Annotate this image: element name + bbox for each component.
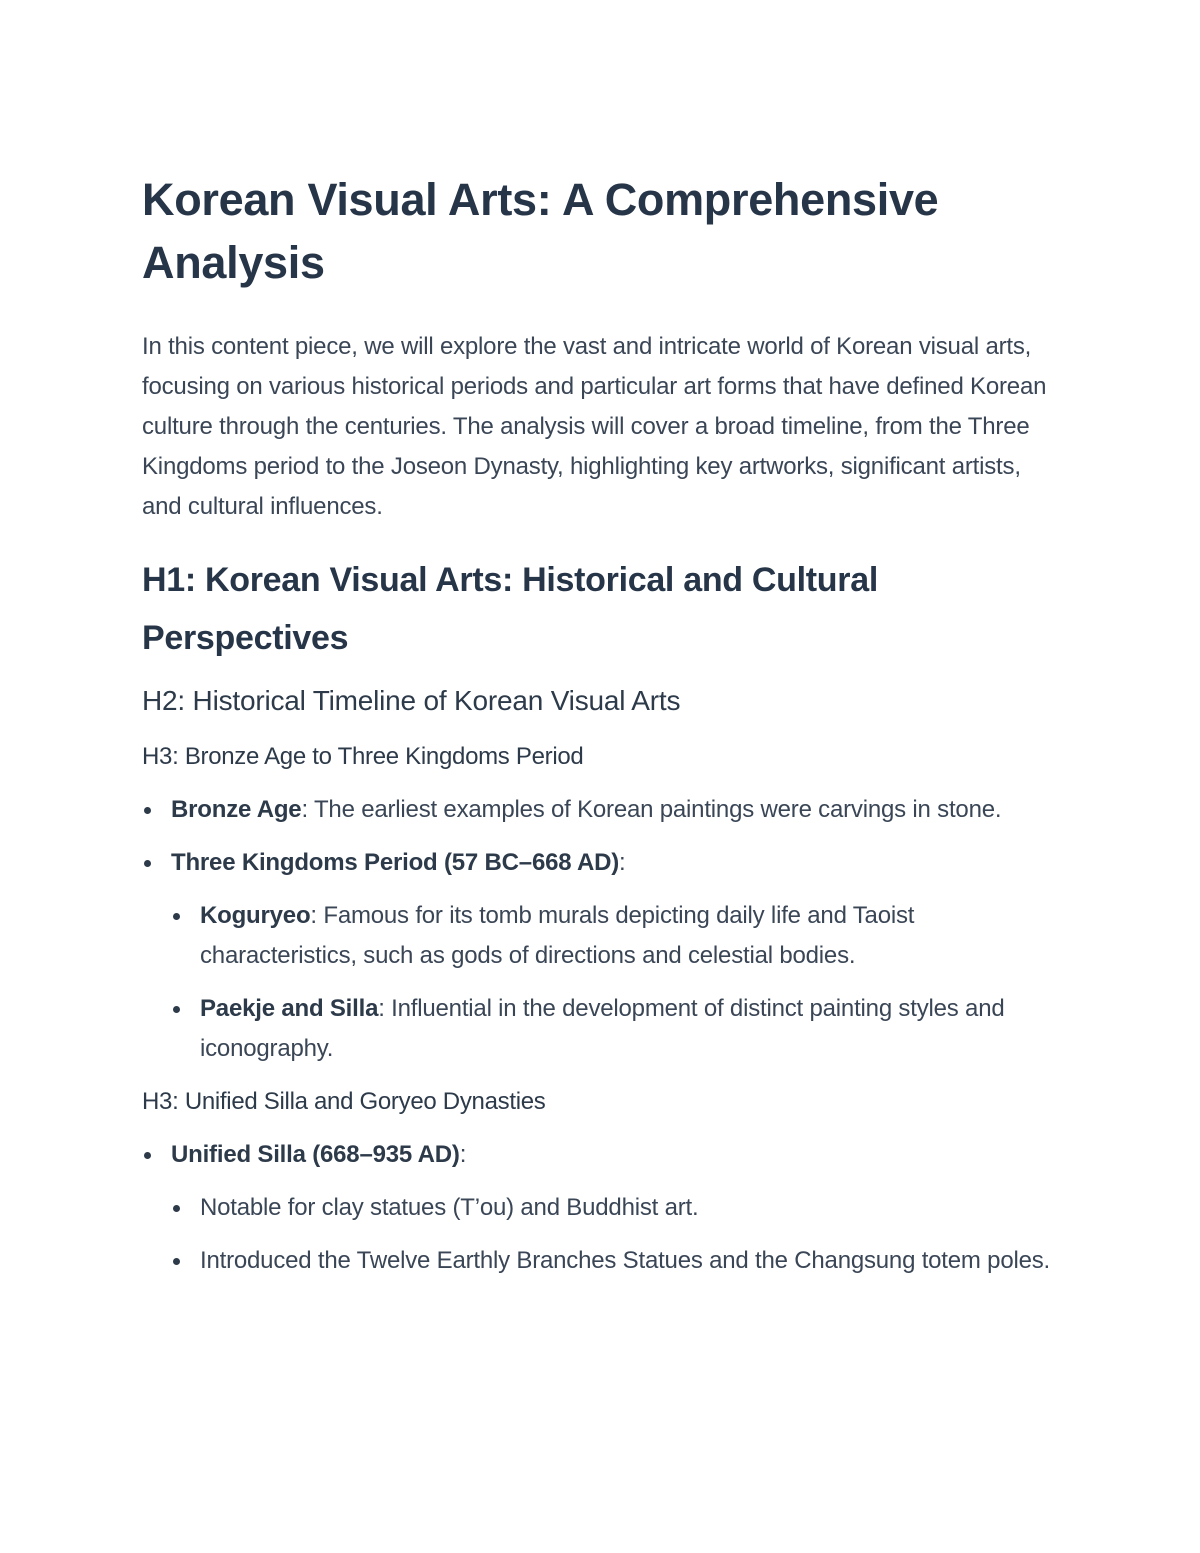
list-item-three-kingdoms xyxy=(142,843,1062,1069)
heading-h3-unified-silla: H3: Unified Silla and Goryeo Dynasties xyxy=(142,1088,546,1115)
intro-paragraph: In this content piece, we will explore the vast and intricate world of Korean visual arts, focusing on various historical periods and particular art forms that have defined Korean culture through the centuries. The analysis will cover a broad timeline, from the Three Kingdoms period to the Joseon Dynasty, highlighting key artworks, significant artists, and cultural influences. xyxy=(142,333,1047,520)
list-item-text: : Influential in the development of distinct painting styles and iconography. xyxy=(200,995,1005,1062)
list-item-koguryeo xyxy=(171,896,1062,976)
list-item-text: : The earliest examples of Korean paintings were carvings in stone. xyxy=(301,796,1002,823)
bronze-age-list xyxy=(142,790,1062,1069)
list-item-text: : xyxy=(459,1141,467,1168)
unified-silla-sublist xyxy=(171,1188,1062,1281)
bullet-icon xyxy=(173,913,180,920)
document-title: Korean Visual Arts: A Comprehensive Analysis xyxy=(142,174,939,288)
list-item-twelve-branches xyxy=(171,1241,1062,1281)
bullet-icon xyxy=(173,1258,180,1265)
bullet-icon xyxy=(144,860,151,867)
list-item-term: Unified Silla (668–935 AD) xyxy=(171,1141,460,1168)
bullet-icon xyxy=(144,807,151,814)
list-item-text: : Famous for its tomb murals depicting daily life and Taoist characteristics, such as gods of directions and celestial bodies. xyxy=(200,902,915,969)
list-item-text: Notable for clay statues (T’ou) and Buddhist art. xyxy=(200,1194,699,1221)
heading-h1: H1: Korean Visual Arts: Historical and Cultural Perspectives xyxy=(142,561,878,657)
document-content xyxy=(142,168,1062,1294)
three-kingdoms-sublist xyxy=(171,896,1062,1069)
list-item-text: : xyxy=(619,849,626,876)
list-item-term: Bronze Age xyxy=(171,796,302,823)
list-item-clay-statues xyxy=(171,1188,1062,1228)
unified-silla-list xyxy=(142,1135,1062,1281)
list-item-term: Three Kingdoms Period (57 BC–668 AD) xyxy=(171,849,620,876)
list-item-bronze-age xyxy=(142,790,1062,830)
list-item-term: Koguryeo xyxy=(200,902,311,929)
bullet-icon xyxy=(173,1205,180,1212)
list-item-term: Paekje and Silla xyxy=(200,995,379,1022)
bullet-icon xyxy=(144,1152,151,1159)
list-item-text: Introduced the Twelve Earthly Branches Statues and the Changsung totem poles. xyxy=(200,1247,1051,1274)
list-item-paekje-silla xyxy=(171,989,1062,1069)
heading-h3-bronze-age: H3: Bronze Age to Three Kingdoms Period xyxy=(142,743,584,770)
bullet-icon xyxy=(173,1006,180,1013)
list-item-unified-silla xyxy=(142,1135,1062,1281)
heading-h2: H2: Historical Timeline of Korean Visual Arts xyxy=(142,685,681,716)
